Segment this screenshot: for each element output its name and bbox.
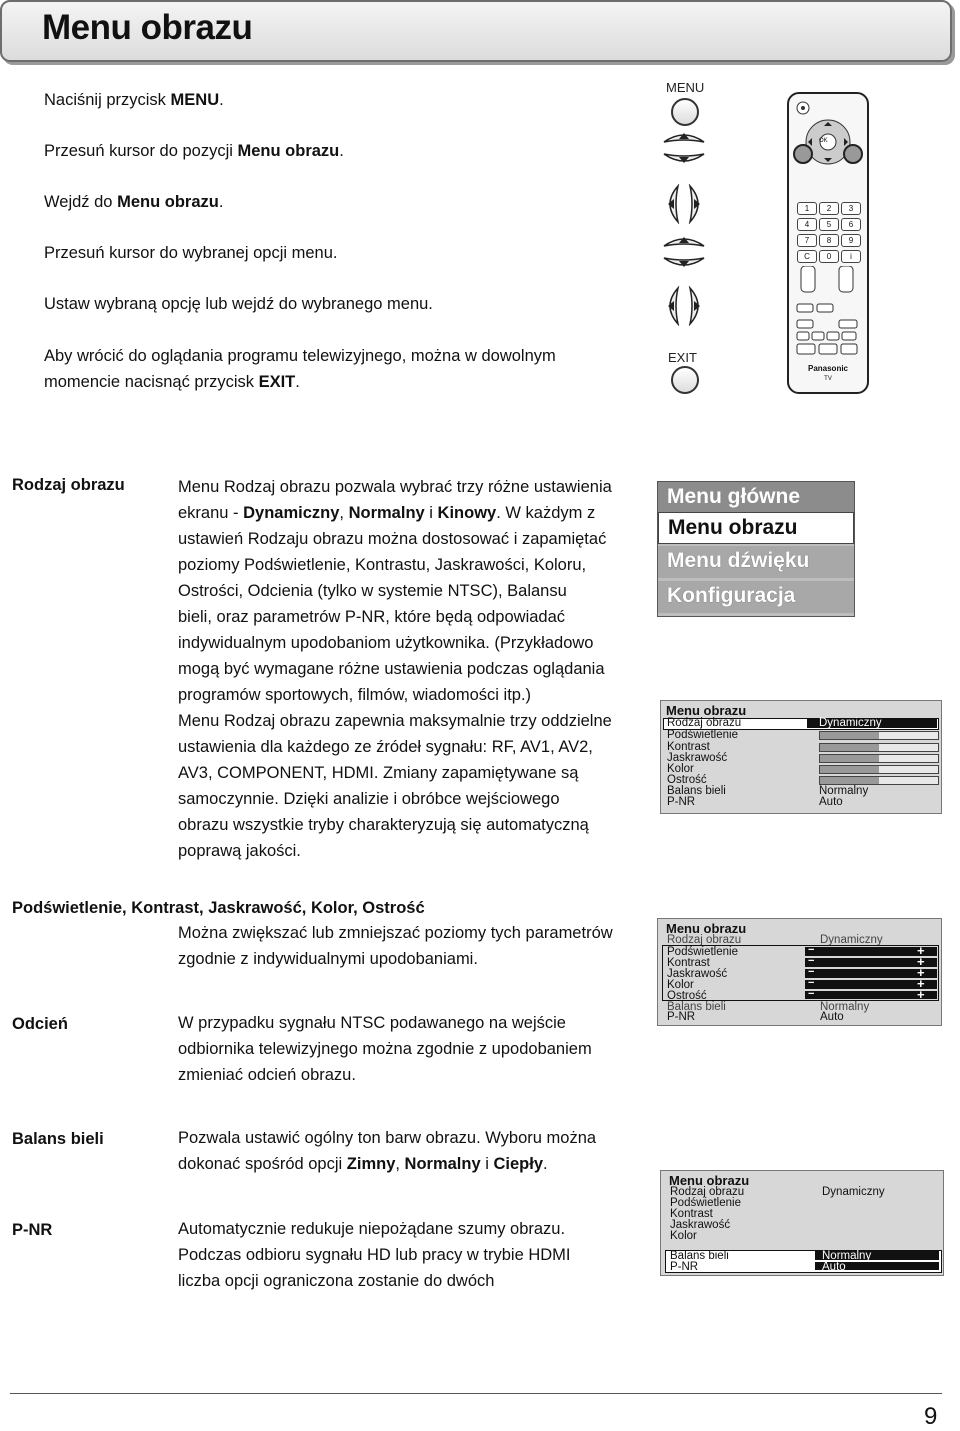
row-label-mode[interactable]: Rodzaj obrazu (670, 1186, 745, 1198)
row-label-sharpness[interactable]: Ostrość (667, 990, 707, 1002)
main-menu-title: Menu główne (658, 482, 854, 514)
section-label-hue: Odcień (12, 1015, 68, 1033)
section-text-rodzaj: Menu Rodzaj obrazu pozwala wybrać trzy różne ustawienia ekranu - Dynamiczny, Normalny i Kinowy. W każdym z ustawień Rodzaju obrazu można dostosować i zapamiętać poziomy Podświetlenie, Kontrastu, Jaskrawości, Koloru, Ostrości, Odcienia (tylko w systemie NTSC), Balansu bieli, oraz parametrów P-NR, które będą odpowiadać indywidualnym upodobaniom użytkownika. (Przykładowo mogą być wymagane różne ustawienia podczas oglądania programów sportowych, filmów, wiadomości itp.) Menu Rodzaj obrazu zapewnia maksymalnie trzy oddzielne ustawienia dla każdego ze źródeł sygnału: RF, AV1, AV2, AV3, COMPONENT, HDMI. Zmiany zapamiętywane są samoczynnie. Dzięki analizie i obróbce wejściowego obrazu wszystkie tryby charakteryzują się automatyczną poprawą jakości. (178, 478, 612, 860)
section-label-pnr: P-NR (12, 1221, 53, 1239)
row-label-brightness[interactable]: Jaskrawość (667, 752, 728, 764)
up-down-buttons-icon (660, 232, 708, 272)
keypad-key[interactable]: 8 (819, 234, 839, 247)
row-value-pnr: Auto (819, 796, 843, 808)
section-label-white-balance: Balans bieli (12, 1130, 104, 1148)
row-value-mode: Dynamiczny (820, 934, 883, 946)
row-label-backlight[interactable]: Podświetlenie (667, 946, 738, 958)
row-value-white-balance: Normalny (822, 1250, 872, 1262)
remote-lower-buttons-icon (795, 266, 861, 356)
row-label-pnr[interactable]: P-NR (670, 1261, 699, 1273)
keypad-key[interactable]: 9 (841, 234, 861, 247)
left-right-buttons-icon (660, 184, 708, 224)
row-label-contrast[interactable]: Kontrast (667, 957, 710, 969)
keypad-key[interactable]: C (797, 250, 817, 263)
keypad-key[interactable]: 2 (819, 202, 839, 215)
page-number: 9 (924, 1403, 938, 1430)
picture-menu-panel-1 (660, 700, 942, 814)
level-bar (819, 743, 939, 752)
row-label-backlight[interactable]: Podświetlenie (667, 729, 738, 741)
remote-model-label: TV (824, 376, 832, 382)
minus-icon: − (808, 944, 815, 956)
row-label-mode[interactable]: Rodzaj obrazu (667, 717, 742, 729)
row-value-mode: Dynamiczny (822, 1186, 885, 1198)
section-label-rodzaj: Rodzaj obrazu (12, 476, 125, 494)
remote-nav-cluster-icon (793, 98, 863, 188)
main-menu-item-picture[interactable]: Menu obrazu (658, 512, 854, 544)
plus-icon: + (917, 954, 925, 969)
row-label-color[interactable]: Kolor (667, 979, 694, 991)
minus-icon: − (808, 966, 815, 978)
row-label-white-balance[interactable]: Balans bieli (667, 785, 726, 797)
row-label-brightness[interactable]: Jaskrawość (667, 968, 728, 980)
main-menu-panel (657, 481, 855, 617)
row-value-white-balance: Normalny (819, 785, 869, 797)
picture-menu-panel-2 (657, 918, 942, 1026)
section-label-levels: Podświetlenie, Kontrast, Jaskrawość, Kolor, Ostrość (12, 899, 425, 917)
up-down-buttons-icon (660, 128, 708, 168)
ok-key[interactable]: OK (819, 138, 828, 144)
section-text-hue: W przypadku sygnału NTSC podawanego na wejście odbiornika telewizyjnego można zgodnie z upodobaniem zmieniać odcień obrazu. (178, 1014, 592, 1084)
row-value-white-balance: Normalny (820, 1001, 870, 1013)
row-label-white-balance[interactable]: Balans bieli (667, 1001, 726, 1013)
row-value-pnr: Auto (822, 1261, 846, 1273)
step-5: Ustaw wybraną opcję lub wejdź do wybranego menu. (44, 295, 433, 313)
keypad-key[interactable]: i (841, 250, 861, 263)
picture-menu-title: Menu obrazu (666, 703, 747, 718)
exit-button[interactable] (671, 366, 699, 394)
row-label-white-balance[interactable]: Balans bieli (670, 1250, 729, 1262)
step-1: Naciśnij przycisk MENU. (44, 91, 224, 109)
row-label-sharpness[interactable]: Ostrość (667, 774, 707, 786)
row-label-contrast[interactable]: Kontrast (667, 741, 710, 753)
step-3: Wejdź do Menu obrazu. (44, 193, 224, 211)
keypad-key[interactable]: 6 (841, 218, 861, 231)
minus-icon: − (808, 955, 815, 967)
step-6: Aby wrócić do oglądania programu telewizyjnego, można w dowolnym (44, 347, 556, 365)
plus-icon: + (917, 987, 925, 1002)
slider-row[interactable] (805, 987, 937, 1002)
minus-icon: − (808, 988, 815, 1000)
step-2: Przesuń kursor do pozycji Menu obrazu. (44, 142, 344, 160)
main-menu-item-sound[interactable]: Menu dźwięku (658, 546, 854, 578)
row-label-brightness[interactable]: Jaskrawość (670, 1219, 731, 1231)
keypad-key[interactable]: 7 (797, 234, 817, 247)
page-title: Menu obrazu (42, 8, 253, 47)
step-7: momencie nacisnąć przycisk EXIT. (44, 373, 300, 391)
row-label-contrast[interactable]: Kontrast (670, 1208, 713, 1220)
minus-icon: − (808, 977, 815, 989)
keypad-key[interactable]: 1 (797, 202, 817, 215)
plus-icon: + (917, 965, 925, 980)
plus-icon: + (917, 943, 925, 958)
picture-menu-title: Menu obrazu (666, 921, 747, 936)
left-right-buttons-icon (660, 286, 708, 326)
level-bar (819, 776, 939, 785)
keypad-key[interactable]: 0 (819, 250, 839, 263)
row-label-pnr[interactable]: P-NR (667, 1011, 696, 1023)
row-label-color[interactable]: Kolor (667, 763, 694, 775)
keypad-key[interactable]: 4 (797, 218, 817, 231)
row-label-pnr[interactable]: P-NR (667, 796, 696, 808)
menu-button[interactable] (671, 98, 699, 126)
level-bar (819, 765, 939, 774)
adjust-sliders (805, 943, 937, 1002)
row-label-backlight[interactable]: Podświetlenie (670, 1197, 741, 1209)
picture-menu-title: Menu obrazu (669, 1173, 750, 1188)
row-value-mode: Dynamiczny (819, 717, 882, 729)
picture-menu-panel-3 (660, 1170, 944, 1276)
remote-control (787, 92, 869, 394)
section-text-pnr: Automatycznie redukuje niepożądane szumy obrazu. Podczas odbioru sygnału HD lub pracy w trybie HDMI liczba opcji ograniczona zostanie do dwóch (178, 1220, 571, 1290)
section-text-white-balance: Pozwala ustawić ogólny ton barw obrazu. Wyboru można dokonać spośród opcji Zimny, Normalny i Ciepły. (178, 1129, 597, 1173)
exit-button-label: EXIT (668, 350, 697, 365)
plus-icon: + (917, 976, 925, 991)
footer-rule (10, 1393, 942, 1394)
menu-button-label: MENU (666, 80, 705, 95)
section-text-levels: Można zwiększać lub zmniejszać poziomy tych parametrów zgodnie z indywidualnymi upodobaniami. (178, 924, 613, 968)
row-label-color[interactable]: Kolor (670, 1230, 697, 1242)
step-4: Przesuń kursor do wybranej opcji menu. (44, 244, 338, 262)
row-label-mode[interactable]: Rodzaj obrazu (667, 934, 742, 946)
level-bar (819, 731, 939, 740)
main-menu-item-setup[interactable]: Konfiguracja (658, 581, 854, 613)
keypad-key[interactable]: 5 (819, 218, 839, 231)
keypad-key[interactable]: 3 (841, 202, 861, 215)
row-value-pnr: Auto (820, 1011, 844, 1023)
level-bar (819, 754, 939, 763)
remote-brand-logo: Panasonic (807, 364, 848, 373)
